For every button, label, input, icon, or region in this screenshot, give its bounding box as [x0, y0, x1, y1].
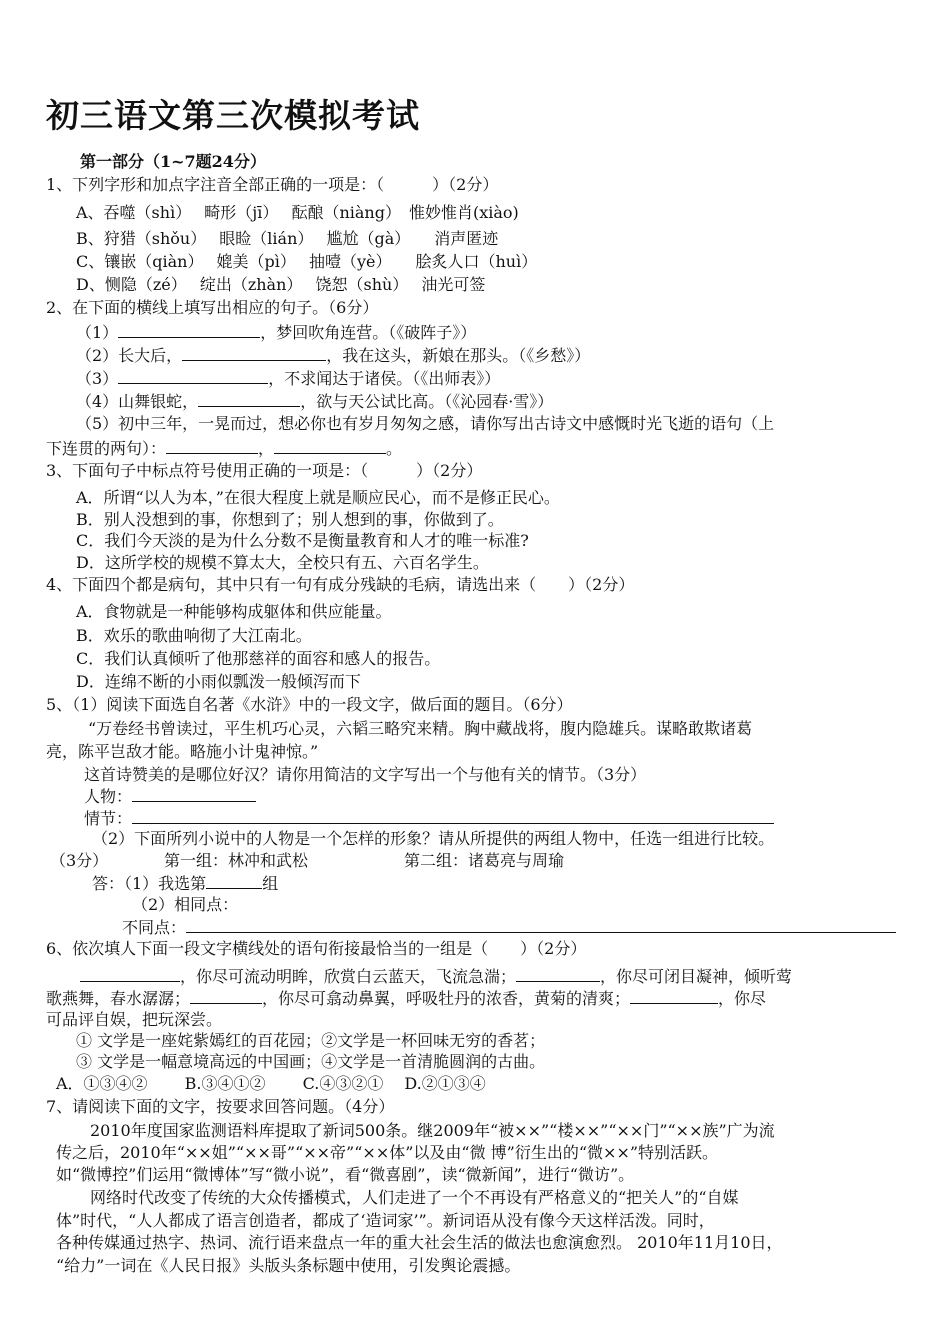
q5-group-2: 第二组：诸葛亮与周瑜	[404, 851, 565, 870]
q7-para2-line-2: 体”时代，“人人都成了语言创造者，都成了‘造词家’”。新词语从没有像今天这样活泼。同时，	[56, 1211, 715, 1230]
q2-line-2-suffix: ，我在这头，新娘在那头。（《乡愁》）	[326, 346, 591, 365]
q4-stem: 4、下面四个都是病句，其中只有一句有成分残缺的毛病，请选出来（ ）（2分）	[46, 575, 635, 594]
q2-stem: 2、在下面的横线上填写出相应的句子。（6分）	[46, 298, 379, 317]
q2-line-4-suffix: ，欲与天公试比高。（《沁园春·雪》）	[300, 392, 554, 411]
answer-blank[interactable]	[118, 322, 260, 338]
page-title: 初三语文第三次模拟考试	[46, 96, 420, 135]
q6-text-2b: ，你尽可翕动鼻翼，呼吸牡丹的浓香，黄菊的清爽；	[262, 989, 631, 1008]
q4-option-b: B．欢乐的歌曲响彻了大江南北。	[76, 626, 312, 645]
q2-line-2	[76, 345, 590, 366]
q5-answer-row	[92, 873, 278, 894]
q7-para1-line-3: 如“微博控”们运用“微博体”写“微小说”，看“微喜剧”，读“微新闻”，进行“微访”。	[56, 1165, 635, 1184]
q7-para2-line-3: 各种传媒通过热字、热词、流行语来盘点一年的重大社会生活的做法也愈演愈烈。 2010年11月10日，	[56, 1233, 783, 1252]
q2-line-5b-suffix: 。	[386, 439, 403, 458]
plot-answer-blank[interactable]	[132, 808, 774, 824]
q6-text-1b: ，你尽可闭目凝神，倾听莺	[600, 967, 793, 986]
q5-person-label: 人物：	[84, 787, 133, 806]
q5-diff-label: 不同点：	[122, 918, 187, 937]
q2-line-1	[76, 322, 476, 343]
q7-stem: 7、请阅读下面的文字，按要求回答问题。（4分）	[46, 1097, 395, 1116]
q2-line-5b	[46, 438, 402, 459]
answer-blank[interactable]	[182, 345, 326, 361]
q5-same-label: （2）相同点：	[132, 895, 239, 914]
q2-line-5b-prefix: 下连贯的两句）：	[46, 439, 167, 458]
q7-para2-line-1: 网络时代改变了传统的大众传播模式，人们走进了一个不再设有严格意义的“把关人”的“自媒	[90, 1188, 739, 1207]
q1-option-c: C、镶嵌（qiàn） 媲美（pì） 抽噎（yè） 脍炙人口（huì）	[76, 252, 538, 271]
answer-blank[interactable]	[166, 438, 258, 454]
q7-para1-line-1: 2010年度国家监测语料库提取了新词500条。继2009年“被××”“楼××”“××门”“××族”广为流	[90, 1121, 775, 1140]
answer-blank[interactable]	[198, 391, 300, 407]
q5-stem: 5、（1）阅读下面选自名著《水浒》中的一段文字，做后面的题目。（6分）	[46, 695, 573, 714]
q2-line-1-suffix: ，梦回吹角连营。（《破阵子》）	[260, 323, 477, 342]
answer-blank[interactable]	[630, 988, 718, 1004]
q2-line-4	[76, 391, 553, 412]
diff-answer-blank[interactable]	[186, 917, 896, 933]
q1-option-b: B、狩猎（shǒu） 眼睑（lián） 尴尬（gà） 消声匿迹	[76, 229, 499, 248]
q4-option-c: C．我们认真倾听了他那慈祥的面容和感人的报告。	[76, 649, 441, 668]
q4-option-a: A．食物就是一种能够构成躯体和供应能量。	[76, 602, 392, 621]
q6-text-1a: ，你尽可流动明眸，欣赏白云蓝天，飞流急湍；	[180, 967, 517, 986]
q5-person-row	[84, 786, 256, 807]
q1-option-d: D、恻隐（zé） 绽出（zhàn） 饶恕（shù） 油光可签	[76, 275, 486, 294]
q5-question: 这首诗赞美的是哪位好汉？请你用简洁的文字写出一个与他有关的情节。（3分）	[84, 765, 647, 784]
q5-poem-line-1: “万卷经书曾读过，平生机巧心灵，六韬三略究来精。胸中藏战将，腹内隐雄兵。谋略敢欺诸葛	[88, 719, 753, 738]
q6-statements-1: ① 文学是一座姹紫嫣红的百花园；②文学是一杯回味无穷的香茗；	[76, 1031, 546, 1050]
q6-stem: 6、依次填人下面一段文字横线处的语句衔接最恰当的一组是（ ）（2分）	[46, 939, 587, 958]
q5-part2-score: （3分）	[50, 851, 109, 870]
q5-diff-row	[122, 917, 896, 938]
q3-option-d: D．这所学校的规模不算太大，全校只有五、六百名学生。	[76, 553, 489, 572]
q2-line-3-prefix: （3）	[76, 369, 119, 388]
q3-option-a: A．所谓“以人为本，”在很大程度上就是顺应民心，而不是修正民心。	[76, 488, 560, 507]
part-heading: 第一部分（1~7题24分）	[80, 152, 266, 171]
q2-line-3	[76, 368, 500, 389]
q3-option-c: C．我们今天淡的是为什么分数不是衡量教育和人才的唯一标准?	[76, 531, 529, 550]
q2-line-5b-mid: ，	[258, 439, 275, 458]
q5-plot-row	[84, 808, 774, 829]
q6-text-2a: 歌燕舞，春水潺潺；	[46, 989, 191, 1008]
q2-line-5: （5）初中三年，一晃而过，想必你也有岁月匆匆之感，请你写出古诗文中感慨时光飞逝的语句（上	[76, 414, 775, 433]
q1-option-a: A、吞噬（shì） 畸形（jī） 酝酿（niàng） 惟妙惟肖(xiào)	[76, 203, 519, 222]
q6-text-line-1	[80, 966, 792, 987]
q6-text-line-3: 可品评自娱，把玩深尝。	[46, 1010, 223, 1029]
q5-plot-label: 情节：	[84, 809, 133, 828]
q3-stem: 3、下面句子中标点符号使用正确的一项是：（ ）（2分）	[46, 461, 483, 480]
answer-blank[interactable]	[118, 368, 268, 384]
group-choice-blank[interactable]	[206, 873, 262, 889]
q7-para2-line-4: “给力”一词在《人民日报》头版头条标题中使用，引发舆论震撼。	[56, 1256, 521, 1275]
q5-poem-line-2: 亮，陈平岂敌才能。略施小计鬼神惊。”	[46, 742, 319, 761]
q6-text-2c: ，你尽	[718, 989, 767, 1008]
q6-choices: A．①③④② B.③④①② C.④③②① D.②①③④	[56, 1074, 486, 1093]
answer-blank[interactable]	[80, 966, 180, 982]
q5-answer-prefix: 答：（1）我选第	[92, 874, 207, 893]
q5-answer-suffix: 组	[262, 874, 279, 893]
q2-line-1-prefix: （1）	[76, 323, 119, 342]
answer-blank[interactable]	[274, 438, 386, 454]
q5-group-1: 第一组：林冲和武松	[164, 851, 309, 870]
q3-option-b: B．别人没想到的事，你想到了；别人想到的事，你做到了。	[76, 510, 504, 529]
q2-line-3-suffix: ，不求闻达于诸侯。（《出师表》）	[268, 369, 501, 388]
q2-line-4-prefix: （4）山舞银蛇，	[76, 392, 199, 411]
q6-text-line-2	[46, 988, 766, 1009]
answer-blank[interactable]	[190, 988, 262, 1004]
q4-option-d: D．连绵不断的小雨似瓢泼一般倾泻而下	[76, 672, 361, 691]
answer-blank[interactable]	[516, 966, 600, 982]
q1-stem: 1、下列字形和加点字注音全部正确的一项是：（ ）（2分）	[46, 175, 499, 194]
q5-part2: （2）下面所列小说中的人物是一个怎样的形象？请从所提供的两组人物中，任选一组进行比较。	[92, 829, 775, 848]
q2-line-2-prefix: （2）长大后，	[76, 346, 183, 365]
q6-statements-2: ③ 文学是一幅意境高远的中国画；④文学是一首清脆圆润的古曲。	[76, 1052, 546, 1071]
person-answer-blank[interactable]	[132, 786, 256, 802]
q7-para1-line-2: 传之后，2010年“××姐”“××哥”“××帝”“××体”以及由“微 博”衍生出的“微××”特别活跃。	[56, 1143, 719, 1162]
